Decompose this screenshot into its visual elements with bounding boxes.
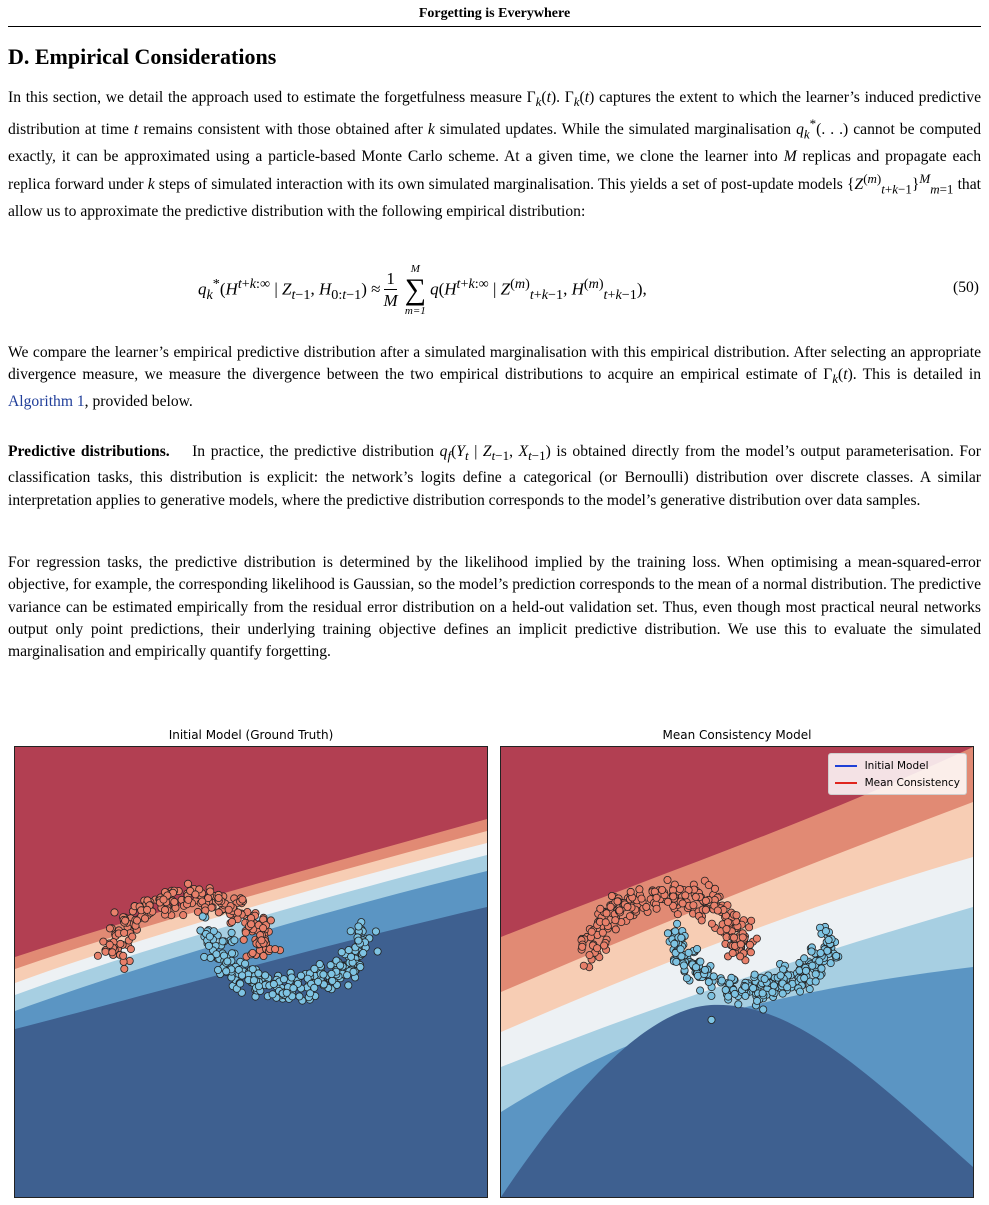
scatter-point bbox=[770, 982, 777, 989]
left-plot-title: Initial Model (Ground Truth) bbox=[168, 728, 334, 742]
scatter-point bbox=[801, 975, 808, 982]
scatter-point bbox=[806, 986, 813, 993]
scatter-point bbox=[636, 886, 643, 893]
scatter-point bbox=[586, 952, 593, 959]
scatter-point bbox=[739, 934, 746, 941]
scatter-point bbox=[296, 993, 303, 1000]
scatter-point bbox=[344, 972, 351, 979]
scatter-point bbox=[723, 926, 730, 933]
scatter-point bbox=[258, 937, 265, 944]
scatter-point bbox=[374, 948, 381, 955]
scatter-point bbox=[355, 923, 362, 930]
scatter-point bbox=[754, 997, 761, 1004]
scatter-point bbox=[180, 912, 187, 919]
scatter-point bbox=[311, 965, 318, 972]
scatter-point bbox=[283, 989, 290, 996]
algorithm-link[interactable]: Algorithm 1 bbox=[8, 392, 85, 410]
scatter-point bbox=[171, 898, 178, 905]
scatter-point bbox=[160, 896, 167, 903]
scatter-point bbox=[694, 945, 701, 952]
scatter-point bbox=[133, 917, 140, 924]
scatter-point bbox=[664, 876, 671, 883]
legend-label-initial: Initial Model bbox=[864, 759, 929, 772]
running-head: Forgetting is Everywhere bbox=[418, 6, 571, 21]
scatter-point bbox=[809, 962, 816, 969]
scatter-point bbox=[796, 988, 803, 995]
scatter-point bbox=[638, 895, 645, 902]
scatter-point bbox=[185, 896, 192, 903]
scatter-point bbox=[127, 946, 134, 953]
scatter-point bbox=[801, 955, 808, 962]
scatter-point bbox=[215, 909, 222, 916]
scatter-point bbox=[626, 913, 633, 920]
scatter-point bbox=[751, 971, 758, 978]
scatter-point bbox=[109, 949, 116, 956]
scatter-point bbox=[825, 936, 832, 943]
paragraph-intro: In this section, we detail the approach used to estimate the forgetfulness measure $\Gamma_k(t)$. $\Gamma_k(t)$ captures the extent to which the learner’s induced predictive distribution at time t remains consistent with those obtained after k simulated updates. While the simulated marginalisation $q_k^*$(. . .) cannot be computed exactly, it can be approximated using a particle-based Monte Carlo scheme. At a given time, we clone the learner into M replicas and propagate each replica forward under k steps of simulated interaction with its own simulated marginalisation. This yields a set of post-update models $\{Z^{(m)}_{t+k-1}\}^M_{m=1}$ that allow us to approximate the predictive distribution with the following empirical distribution: bbox=[8, 89, 982, 220]
paragraph-predictive: Predictive distributions. In practice, the predictive distribution $q_f(Y_t$ | $Z_{t-1}$, $X_{t-1}$) is obtained directly from the model’s output parameterisation. For classification tasks, this distribution is explicit: the network’s logits define a categorical (or Bernoulli) distribution over discrete classes. A similar interpretation applies to generative models, where the predictive distribution corresponds to the model’s generative distribution over data samples. bbox=[8, 443, 981, 509]
scatter-point bbox=[676, 886, 683, 893]
scatter-point bbox=[106, 941, 113, 948]
scatter-point bbox=[129, 933, 136, 940]
scatter-point bbox=[215, 894, 222, 901]
scatter-point bbox=[597, 905, 604, 912]
scatter-point bbox=[102, 948, 109, 955]
scatter-point bbox=[692, 893, 699, 900]
scatter-point bbox=[674, 911, 681, 918]
legend-item-initial bbox=[835, 757, 960, 774]
scatter-point bbox=[827, 960, 834, 967]
scatter-point bbox=[270, 981, 277, 988]
scatter-point bbox=[759, 990, 766, 997]
scatter-point bbox=[705, 978, 712, 985]
scatter-point bbox=[690, 902, 697, 909]
scatter-point bbox=[599, 929, 606, 936]
scatter-point bbox=[714, 907, 721, 914]
scatter-point bbox=[242, 960, 249, 967]
scatter-point bbox=[231, 937, 238, 944]
scatter-point bbox=[224, 958, 231, 965]
scatter-point bbox=[685, 949, 692, 956]
scatter-point bbox=[239, 972, 246, 979]
scatter-point bbox=[697, 987, 704, 994]
scatter-point bbox=[680, 962, 687, 969]
scatter-point bbox=[122, 917, 129, 924]
scatter-point bbox=[748, 917, 755, 924]
scatter-point bbox=[769, 989, 776, 996]
scatter-point bbox=[106, 925, 113, 932]
scatter-point bbox=[262, 972, 269, 979]
scatter-point bbox=[730, 934, 737, 941]
scatter-point bbox=[822, 928, 829, 935]
scatter-point bbox=[297, 972, 304, 979]
scatter-point bbox=[816, 958, 823, 965]
scatter-point bbox=[225, 906, 232, 913]
scatter-point bbox=[753, 935, 760, 942]
scatter-point bbox=[729, 950, 736, 957]
scatter-point bbox=[201, 953, 208, 960]
scatter-point bbox=[746, 941, 753, 948]
scatter-point bbox=[269, 991, 276, 998]
scatter-point bbox=[355, 937, 362, 944]
scatter-point bbox=[653, 905, 660, 912]
scatter-point bbox=[141, 915, 148, 922]
scatter-point bbox=[718, 977, 725, 984]
scatter-point bbox=[327, 962, 334, 969]
scatter-point bbox=[677, 946, 684, 953]
scatter-point bbox=[345, 947, 352, 954]
scatter-point bbox=[111, 909, 118, 916]
scatter-point bbox=[671, 940, 678, 947]
legend-line-blue bbox=[835, 765, 857, 767]
equation-number: (50) bbox=[953, 279, 979, 296]
scatter-point bbox=[357, 963, 364, 970]
scatter-point bbox=[207, 888, 214, 895]
scatter-point bbox=[808, 948, 815, 955]
scatter-point bbox=[760, 1006, 767, 1013]
scatter-point bbox=[360, 949, 367, 956]
scatter-point bbox=[674, 920, 681, 927]
scatter-point bbox=[616, 907, 623, 914]
scatter-point bbox=[812, 971, 819, 978]
scatter-point bbox=[742, 992, 749, 999]
scatter-point bbox=[234, 909, 241, 916]
scatter-point bbox=[121, 929, 128, 936]
scatter-point bbox=[664, 930, 671, 937]
left-contour-svg bbox=[15, 747, 487, 1197]
scatter-point bbox=[223, 968, 230, 975]
scatter-point bbox=[833, 952, 840, 959]
scatter-point bbox=[683, 975, 690, 982]
scatter-point bbox=[643, 903, 650, 910]
paragraph-regression: For regression tasks, the predictive distribution is determined by the likelihood implied by the training loss. When optimising a mean-squared-error objective, for example, the corresponding likelihood is Gaussian, so the model’s prediction corresponds to the mean of a normal distribution. The predictive variance can be estimated empirically from the residual error distribution on a held-out validation set. Thus, even though most practical neural networks output only point predictions, their underlying training objective defines an implicit predictive distribution. We use this to evaluate the simulated marginalisation and empirically quantify forgetting. bbox=[8, 554, 981, 661]
scatter-point bbox=[207, 954, 214, 961]
scatter-point bbox=[272, 946, 279, 953]
scatter-point bbox=[255, 970, 262, 977]
scatter-point bbox=[588, 928, 595, 935]
left-plot bbox=[14, 746, 488, 1198]
scatter-point bbox=[802, 967, 809, 974]
scatter-point bbox=[228, 950, 235, 957]
scatter-point bbox=[288, 974, 295, 981]
scatter-point bbox=[94, 952, 101, 959]
header-rule bbox=[8, 26, 981, 27]
scatter-point bbox=[701, 966, 708, 973]
scatter-point bbox=[337, 962, 344, 969]
scatter-point bbox=[255, 983, 262, 990]
scatter-point bbox=[659, 886, 666, 893]
scatter-point bbox=[733, 912, 740, 919]
scatter-point bbox=[818, 965, 825, 972]
section-title: D. Empirical Considerations bbox=[8, 44, 277, 69]
scatter-point bbox=[280, 976, 287, 983]
scatter-point bbox=[664, 898, 671, 905]
scatter-point bbox=[161, 906, 168, 913]
scatter-point bbox=[679, 900, 686, 907]
scatter-point bbox=[627, 888, 634, 895]
scatter-point bbox=[708, 920, 715, 927]
scatter-point bbox=[612, 917, 619, 924]
scatter-point bbox=[724, 919, 731, 926]
scatter-point bbox=[338, 949, 345, 956]
paragraph-compare: We compare the learner’s empirical predictive distribution after a simulated marginalisation with this empirical distribution. After selecting an appropriate divergence measure, we measure the divergence between the two empirical distributions to acquire an empirical estimate of $\Gamma_k(t)$. This is detailed in Algorithm 1, provided below. bbox=[8, 344, 981, 410]
scatter-point bbox=[747, 949, 754, 956]
scatter-point bbox=[702, 906, 709, 913]
scatter-point bbox=[329, 977, 336, 984]
scatter-point bbox=[608, 892, 615, 899]
scatter-point bbox=[735, 1001, 742, 1008]
legend-label-mean: Mean Consistency bbox=[864, 776, 960, 789]
scatter-point bbox=[579, 943, 586, 950]
scatter-point bbox=[345, 982, 352, 989]
scatter-point bbox=[731, 990, 738, 997]
scatter-point bbox=[722, 986, 729, 993]
scatter-point bbox=[144, 906, 151, 913]
scatter-point bbox=[594, 945, 601, 952]
scatter-point bbox=[697, 958, 704, 965]
scatter-point bbox=[779, 990, 786, 997]
scatter-point bbox=[240, 936, 247, 943]
scatter-point bbox=[708, 1016, 715, 1023]
scatter-point bbox=[311, 984, 318, 991]
scatter-point bbox=[249, 949, 256, 956]
scatter-point bbox=[737, 941, 744, 948]
scatter-point bbox=[237, 980, 244, 987]
right-plot-title: Mean Consistency Model bbox=[662, 728, 812, 742]
scatter-point bbox=[777, 972, 784, 979]
scatter-point bbox=[219, 938, 226, 945]
scatter-point bbox=[205, 942, 212, 949]
scatter-point bbox=[199, 913, 206, 920]
scatter-point bbox=[812, 978, 819, 985]
scatter-point bbox=[242, 929, 249, 936]
scatter-point bbox=[206, 933, 213, 940]
scatter-point bbox=[320, 971, 327, 978]
scatter-point bbox=[120, 952, 127, 959]
equation-50: $q_k^*(H^{t+k:\infty}$ | $Z_{t-1}$, $H_{0:t-1}$) ≈ $\frac{1}{M}$ M ∑ m=1 $q(H^{t+k:\infty}$ | $Z^{(m)}_{t+k-1}$, $H^{(m)}_{t+k-1}$), (50) bbox=[198, 263, 979, 317]
scatter-point bbox=[228, 918, 235, 925]
scatter-point bbox=[239, 896, 246, 903]
legend-line-red bbox=[835, 782, 857, 784]
scatter-point bbox=[612, 926, 619, 933]
scatter-point bbox=[678, 934, 685, 941]
scatter-point bbox=[653, 894, 660, 901]
scatter-point bbox=[603, 910, 610, 917]
scatter-point bbox=[580, 962, 587, 969]
scatter-point bbox=[673, 958, 680, 965]
scatter-point bbox=[702, 897, 709, 904]
scatter-point bbox=[602, 919, 609, 926]
right-plot bbox=[500, 746, 974, 1198]
scatter-point bbox=[784, 984, 791, 991]
scatter-point bbox=[347, 928, 354, 935]
legend-item-mean bbox=[835, 774, 960, 791]
scatter-point bbox=[761, 975, 768, 982]
scatter-point bbox=[607, 903, 614, 910]
plot-legend bbox=[828, 753, 967, 795]
scatter-point bbox=[192, 891, 199, 898]
scatter-point bbox=[682, 892, 689, 899]
scatter-point bbox=[601, 942, 608, 949]
right-contour-svg bbox=[501, 747, 973, 1197]
scatter-point bbox=[746, 924, 753, 931]
scatter-point bbox=[372, 928, 379, 935]
scatter-point bbox=[698, 917, 705, 924]
scatter-point bbox=[742, 983, 749, 990]
scatter-point bbox=[260, 925, 267, 932]
scatter-point bbox=[250, 977, 257, 984]
scatter-point bbox=[614, 898, 621, 905]
scatter-point bbox=[725, 993, 732, 1000]
scatter-point bbox=[705, 882, 712, 889]
scatter-point bbox=[214, 966, 221, 973]
scatter-point bbox=[248, 921, 255, 928]
scatter-point bbox=[670, 893, 677, 900]
scatter-point bbox=[117, 940, 124, 947]
scatter-point bbox=[824, 947, 831, 954]
scatter-point bbox=[708, 992, 715, 999]
scatter-point bbox=[184, 880, 191, 887]
scatter-point bbox=[121, 965, 128, 972]
paragraph-lead: Predictive distributions. bbox=[8, 443, 170, 460]
scatter-point bbox=[817, 949, 824, 956]
scatter-point bbox=[267, 917, 274, 924]
scatter-point bbox=[228, 929, 235, 936]
scatter-point bbox=[290, 985, 297, 992]
scatter-point bbox=[737, 953, 744, 960]
scatter-point bbox=[348, 953, 355, 960]
scatter-point bbox=[328, 970, 335, 977]
scatter-point bbox=[624, 903, 631, 910]
